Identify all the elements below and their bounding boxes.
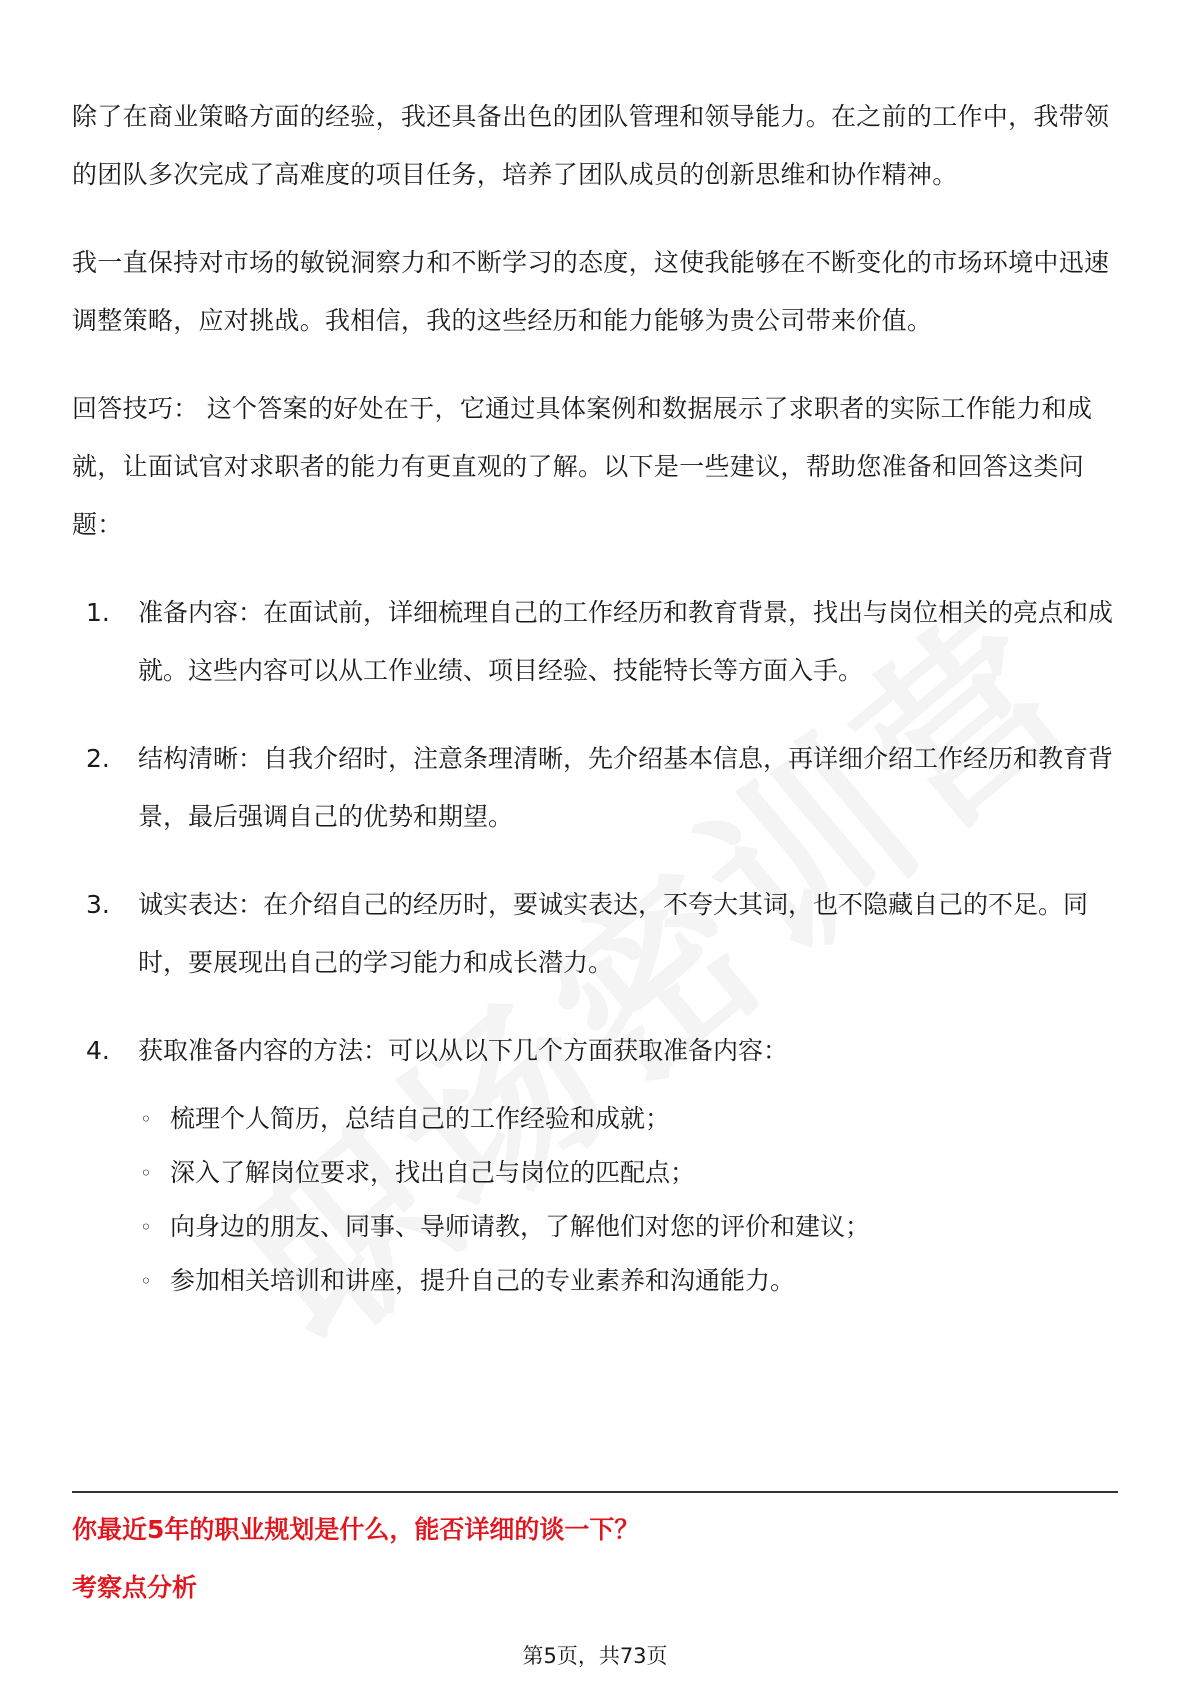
- sub-item-text: 梳理个人简历，总结自己的工作经验和成就；: [170, 1104, 671, 1133]
- tip-item: [86, 584, 1118, 700]
- paragraph-answer-tips: 回答技巧： 这个答案的好处在于，它通过具体案例和数据展示了求职者的实际工作能力和成就，让面试官对求职者的能力有更直观的了解。以下是一些建议，帮助您准备和回答这类问题：: [72, 394, 1093, 539]
- sub-list-item: [138, 1200, 1118, 1254]
- tip-number: 2.: [86, 744, 110, 773]
- tip-text: 诚实表达：在介绍自己的经历时，要诚实表达，不夸大其词，也不隐藏自己的不足。同时，要展现出自己的学习能力和成长潜力。: [138, 890, 1089, 977]
- page-content: [72, 88, 1118, 1308]
- tip-text: 准备内容：在面试前，详细梳理自己的工作经历和教育背景，找出与岗位相关的亮点和成就。这些内容可以从工作业绩、项目经验、技能特长等方面入手。: [138, 598, 1114, 685]
- sub-item-text: 深入了解岗位要求，找出自己与岗位的匹配点；: [170, 1158, 696, 1187]
- tip-number: 1.: [86, 598, 110, 627]
- tip-item: [86, 730, 1118, 846]
- bullet-icon: ◦: [140, 1161, 152, 1185]
- sub-list-item: [138, 1092, 1118, 1146]
- sub-list-item: [138, 1146, 1118, 1200]
- sub-list: [72, 1092, 1118, 1308]
- bullet-icon: ◦: [140, 1215, 152, 1239]
- tip-text: 获取准备内容的方法：可以从以下几个方面获取准备内容：: [138, 1036, 789, 1065]
- paragraph-market-insight: 我一直保持对市场的敏锐洞察力和不断学习的态度，这使我能够在不断变化的市场环境中迅速调整策略，应对挑战。我相信，我的这些经历和能力能够为贵公司带来价值。: [72, 248, 1110, 335]
- analysis-heading: 考察点分析: [72, 1573, 198, 1602]
- bullet-icon: ◦: [140, 1269, 152, 1293]
- sub-item-text: 参加相关培训和讲座，提升自己的专业素养和沟通能力。: [170, 1266, 796, 1295]
- sub-item-text: 向身边的朋友、同事、导师请教，了解他们对您的评价和建议；: [170, 1212, 871, 1241]
- page-footer: 第5页，共73页: [522, 1644, 668, 1668]
- tip-item: [86, 1022, 1118, 1080]
- section-divider: [72, 1491, 1118, 1493]
- tip-number: 3.: [86, 890, 110, 919]
- tip-number: 4.: [86, 1036, 110, 1065]
- tips-list: [72, 584, 1118, 1080]
- tip-text: 结构清晰：自我介绍时，注意条理清晰，先介绍基本信息，再详细介绍工作经历和教育背景，最后强调自己的优势和期望。: [138, 744, 1114, 831]
- tip-item: [86, 876, 1118, 992]
- bullet-icon: ◦: [140, 1107, 152, 1131]
- question-heading: 你最近5年的职业规划是什么，能否详细的谈一下？: [72, 1515, 640, 1544]
- sub-list-item: [138, 1254, 1118, 1308]
- paragraph-leadership: 除了在商业策略方面的经验，我还具备出色的团队管理和领导能力。在之前的工作中，我带领的团队多次完成了高难度的项目任务，培养了团队成员的创新思维和协作精神。: [72, 102, 1110, 189]
